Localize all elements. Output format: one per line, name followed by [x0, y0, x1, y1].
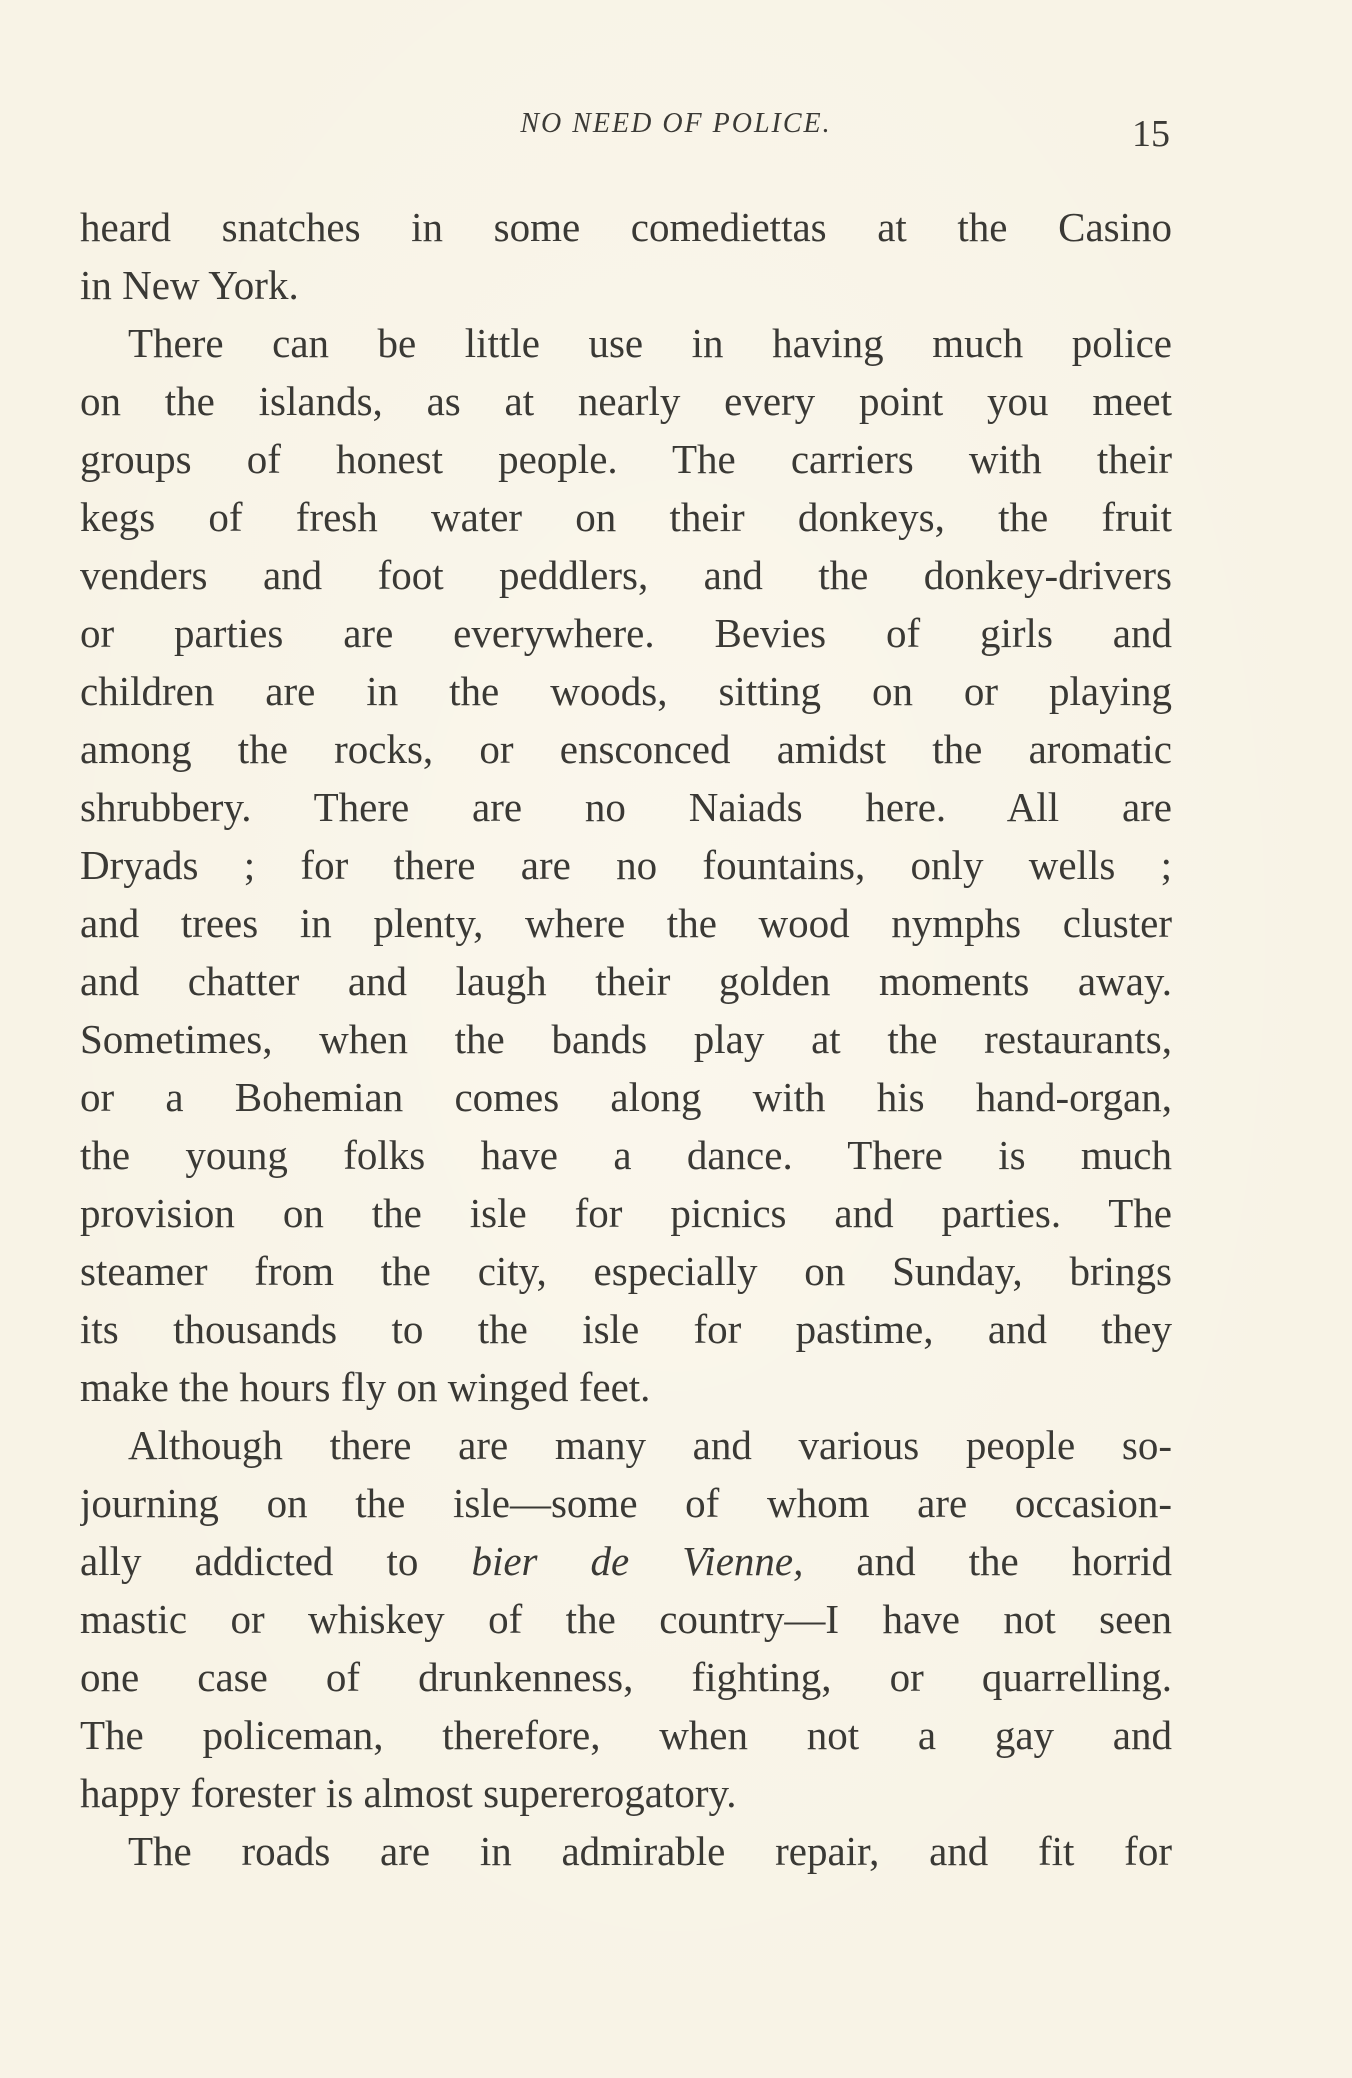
text-line: children are in the woods, sitting on or playing: [80, 668, 1172, 714]
text-line: its thousands to the isle for pastime, and they: [80, 1306, 1172, 1352]
text-line: The policeman, therefore, when not a gay and: [80, 1712, 1172, 1758]
text-line: or a Bohemian comes along with his hand-organ,: [80, 1074, 1172, 1120]
text-line: or parties are everywhere. Bevies of girls and: [80, 610, 1172, 656]
text-line: steamer from the city, especially on Sunday, brings: [80, 1248, 1172, 1294]
text-line: kegs of fresh water on their donkeys, the fruit: [80, 494, 1172, 540]
text-line: mastic or whiskey of the country—I have not seen: [80, 1596, 1172, 1642]
text-line: among the rocks, or ensconced amidst the aromatic: [80, 726, 1172, 772]
text-line: [80, 1532, 1172, 1590]
text-line: shrubbery. There are no Naiads here. All are: [80, 784, 1172, 830]
text-line: and chatter and laugh their golden moments away.: [80, 958, 1172, 1004]
paragraph-start-line: Although there are many and various people so-: [128, 1422, 1172, 1468]
text-line: provision on the isle for picnics and parties. The: [80, 1190, 1172, 1236]
paragraph-start-line: The roads are in admirable repair, and fit for: [128, 1828, 1172, 1874]
italic-phrase: bier de Vienne,: [471, 1538, 804, 1584]
page-number: 15: [1132, 113, 1170, 155]
text-line: make the hours fly on winged feet.: [80, 1364, 651, 1410]
text-segment: ally addicted to: [80, 1538, 472, 1584]
text-line: and trees in plenty, where the wood nymphs cluster: [80, 900, 1172, 946]
text-line: journing on the isle—some of whom are occasion-: [80, 1480, 1172, 1526]
text-line: on the islands, as at nearly every point you meet: [80, 378, 1172, 424]
body-text: [80, 198, 1172, 1880]
text-segment: and the horrid: [803, 1538, 1172, 1584]
text-line: groups of honest people. The carriers with their: [80, 436, 1172, 482]
text-line: Dryads ; for there are no fountains, only wells ;: [80, 842, 1172, 888]
paragraph-start-line: There can be little use in having much police: [128, 320, 1172, 366]
text-line: venders and foot peddlers, and the donkey-drivers: [80, 552, 1172, 598]
text-line: the young folks have a dance. There is much: [80, 1132, 1172, 1178]
text-line: Sometimes, when the bands play at the restaurants,: [80, 1016, 1172, 1062]
text-line: happy forester is almost supererogatory.: [80, 1770, 737, 1816]
running-title: NO NEED OF POLICE.: [520, 108, 832, 139]
text-line: in New York.: [80, 262, 299, 308]
text-line: one case of drunkenness, fighting, or quarrelling.: [80, 1654, 1172, 1700]
text-line: heard snatches in some comediettas at the Casino: [80, 204, 1172, 250]
